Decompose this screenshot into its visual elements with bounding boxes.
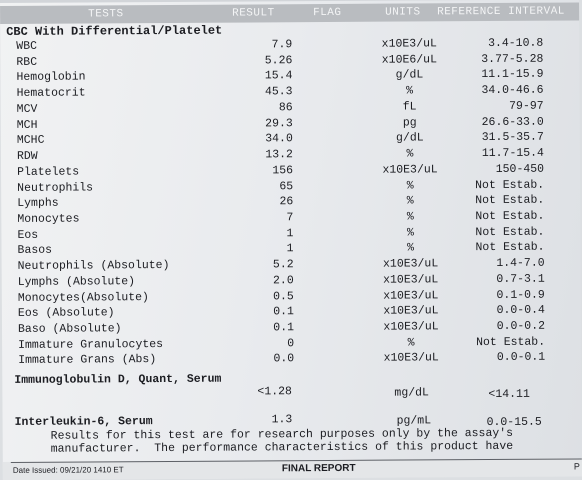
test-units: x10E3/uL xyxy=(381,37,437,51)
test-name: Monocytes xyxy=(17,212,80,226)
test-name: RDW xyxy=(16,149,38,163)
test-reference: Not Estab. xyxy=(475,225,545,239)
test-result: 156 xyxy=(272,164,294,178)
test-reference: 1.4-7.0 xyxy=(496,256,545,271)
test-units: x10E6/uL xyxy=(381,53,438,67)
test-name: MCHC xyxy=(16,134,45,148)
test-reference: 0.1-0.9 xyxy=(496,288,545,302)
test-reference: Not Estab. xyxy=(475,209,545,223)
test-units: x10E3/uL xyxy=(383,320,439,334)
page-mark: P xyxy=(573,461,580,472)
test-result: 0 xyxy=(287,336,295,350)
test-name: Lymphs (Absolute) xyxy=(17,274,136,289)
test-result: 65 xyxy=(279,179,294,193)
test-name: Neutrophils xyxy=(17,180,94,195)
test-units: % xyxy=(406,194,414,208)
interleukin-note-line-1: Results for this test are for research purposes only by the assay's xyxy=(50,426,514,443)
column-flag: FLAG xyxy=(313,6,342,20)
test-reference: 34.0-46.6 xyxy=(481,83,544,98)
test-name: Eos (Absolute) xyxy=(17,306,115,321)
test-reference: 150-450 xyxy=(495,162,545,176)
test-name: Immature Grans (Abs) xyxy=(18,353,157,368)
test-reference: 11.7-15.4 xyxy=(481,146,544,161)
test-units: pg xyxy=(402,116,417,130)
test-result: 5.26 xyxy=(264,53,293,68)
test-reference: Not Estab. xyxy=(476,335,546,349)
test-result: 0.5 xyxy=(273,289,294,303)
interleukin-title: Interleukin-6, Serum xyxy=(14,415,153,429)
test-units: % xyxy=(406,84,414,98)
test-result: 15.4 xyxy=(264,69,293,83)
test-reference: 0.0-0.2 xyxy=(496,319,546,333)
test-units: x10E3/uL xyxy=(383,288,439,303)
table-row xyxy=(2,351,581,370)
test-units: % xyxy=(407,241,415,255)
test-result: 0.0 xyxy=(273,352,295,366)
test-units: x10E3/uL xyxy=(382,257,439,271)
interleukin-reference: 0.0-15.5 xyxy=(486,415,542,430)
test-result: 0.1 xyxy=(273,305,294,319)
interleukin-note-line-2: manufacturer. The performance characteristics of this product have xyxy=(50,439,514,456)
test-units: % xyxy=(406,210,414,224)
test-result: 2.0 xyxy=(272,274,294,288)
test-name: Neutrophils (Absolute) xyxy=(17,259,170,273)
column-reference: REFERENCE INTERVAL xyxy=(437,5,565,19)
test-units: x10E3/uL xyxy=(383,304,439,318)
test-result: 45.3 xyxy=(264,85,293,99)
test-name: Hematocrit xyxy=(16,86,86,101)
immunoglobulin-title: Immunoglobulin D, Quant, Serum xyxy=(14,372,222,387)
column-header-bar xyxy=(0,2,579,24)
test-name: Hemoglobin xyxy=(16,70,86,85)
test-result: 29.3 xyxy=(265,116,293,130)
test-name: RBC xyxy=(16,55,38,69)
test-units: fL xyxy=(402,100,417,114)
test-reference: 0.7-3.1 xyxy=(496,272,545,286)
immunoglobulin-result: <1.28 xyxy=(257,385,292,399)
test-units: % xyxy=(406,178,414,193)
test-result: 7.9 xyxy=(271,38,293,52)
test-result: 1 xyxy=(286,242,294,256)
test-name: Lymphs xyxy=(17,196,59,211)
test-result: 5.2 xyxy=(272,258,294,272)
test-name: WBC xyxy=(16,39,38,53)
column-tests: TESTS xyxy=(88,8,124,21)
test-reference: 31.5-35.7 xyxy=(481,130,544,145)
test-reference: 26.6-33.0 xyxy=(481,115,544,129)
column-units: UNITS xyxy=(385,6,421,19)
test-result: 86 xyxy=(278,101,293,115)
immunoglobulin-reference: <14.11 xyxy=(488,387,530,402)
test-units: % xyxy=(406,226,414,240)
interleukin-result: 1.3 xyxy=(271,413,293,427)
test-reference: 3.4-10.8 xyxy=(488,36,544,51)
report-footer xyxy=(3,458,582,480)
test-units: g/dL xyxy=(396,131,424,145)
immunoglobulin-units: mg/dL xyxy=(394,386,429,400)
test-name: Monocytes(Absolute) xyxy=(17,290,149,305)
interleukin-units: pg/mL xyxy=(396,414,432,428)
test-units: % xyxy=(407,336,415,350)
test-name: Immature Granulocytes xyxy=(18,337,164,352)
test-reference: Not Estab. xyxy=(475,241,545,255)
test-result: 0.1 xyxy=(273,321,295,335)
test-name: MCH xyxy=(16,118,38,132)
test-result: 1 xyxy=(286,226,294,240)
test-result: 34.0 xyxy=(265,132,293,146)
test-reference: 11.1-15.9 xyxy=(481,68,544,82)
test-result: 26 xyxy=(279,195,294,209)
date-issued: Date Issued: 09/21/20 1410 ET xyxy=(12,465,124,475)
test-reference: 0.0-0.1 xyxy=(496,351,546,365)
test-units: x10E3/uL xyxy=(383,273,439,287)
test-reference: 79-97 xyxy=(509,99,544,113)
test-units: x10E3/uL xyxy=(383,351,439,366)
test-units: g/dL xyxy=(395,68,424,82)
test-name: MCV xyxy=(16,102,38,116)
panel-title: CBC With Differential/Platelet xyxy=(6,23,223,39)
test-reference: 3.77-5.28 xyxy=(481,52,544,66)
test-units: % xyxy=(406,147,414,161)
column-result: RESULT xyxy=(232,7,275,20)
test-name: Eos xyxy=(17,228,39,242)
test-reference: Not Estab. xyxy=(475,193,545,208)
test-name: Platelets xyxy=(17,165,80,179)
test-result: 7 xyxy=(286,211,294,225)
test-reference: Not Estab. xyxy=(475,178,545,192)
test-result: 13.2 xyxy=(265,148,293,162)
report-status: FINAL REPORT xyxy=(281,462,356,475)
test-reference: 0.0-0.4 xyxy=(496,303,545,318)
test-units: x10E3/uL xyxy=(382,163,438,177)
test-name: Basos xyxy=(17,244,53,258)
test-name: Baso (Absolute) xyxy=(17,322,122,336)
